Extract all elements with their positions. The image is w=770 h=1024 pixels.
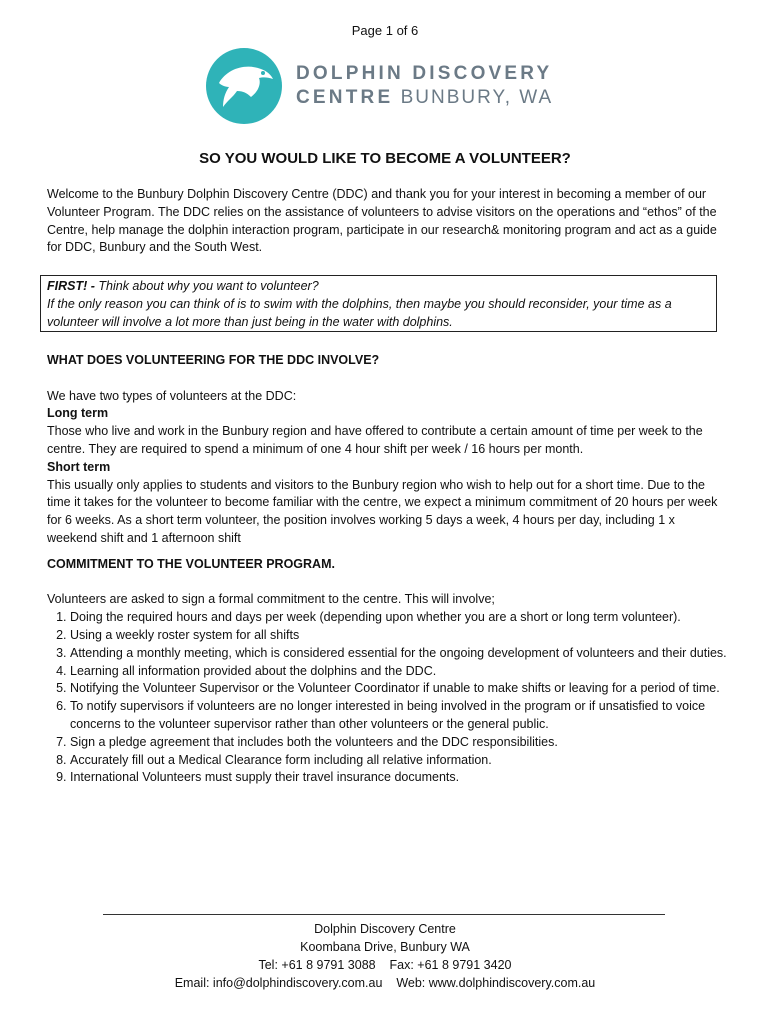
commitment-list (47, 609, 727, 787)
intro-text: Welcome to the Bunbury Dolphin Discovery Centre (DDC) and thank you for your interest in becoming a member of our Volunteer Program. The DDC relies on the assistance of volunteers to advise visitors on the operations and “ethos” of the Centre, help manage the dolphin interaction program, participate in our research& monitoring program and act as a guide for DDC, Bunbury and the South West. (47, 187, 717, 255)
page-title: SO YOU WOULD LIKE TO BECOME A VOLUNTEER? (199, 150, 571, 167)
short-term-label: Short term (47, 459, 111, 474)
long-term-label: Long term (47, 406, 109, 421)
footer-web[interactable]: Web: www.dolphindiscovery.com.au (396, 976, 596, 990)
list-item: 3. Attending a monthly meeting, which is considered essential for the ongoing development of volunteers and their duties. (70, 645, 727, 663)
list-item: 2. Using a weekly roster system for all shifts (70, 627, 727, 645)
footer-address: Koombana Drive, Bunbury WA (300, 940, 470, 954)
footer-org-name: Dolphin Discovery Centre (314, 922, 456, 936)
footer-divider (103, 914, 665, 915)
logo-line1: DOLPHIN DISCOVERY (296, 63, 553, 84)
logo-line2-bold: CENTRE (296, 87, 394, 108)
ddc-logo (205, 47, 565, 127)
dolphin-logo-icon (205, 47, 283, 125)
volunteering-section (47, 352, 727, 787)
list-item: 9. International Volunteers must supply their travel insurance documents. (70, 769, 727, 787)
list-item: 4. Learning all information provided about the dolphins and the DDC. (70, 663, 727, 681)
first-notice-box (40, 275, 717, 332)
footer-phone-line (0, 956, 770, 974)
page-number: Page 1 of 6 (351, 23, 419, 38)
intro-paragraph (47, 186, 727, 257)
list-item: 7. Sign a pledge agreement that includes both the volunteers and the DDC responsibilities. (70, 734, 727, 752)
short-term-text: This usually only applies to students and visitors to the Bunbury region who wish to help out for a short time. Due to the time it takes for the volunteer to become familiar with the centre, we expect a minimum commitment of 20 hours per week for 6 weeks. As a short term volunteer, the position involves working 5 days a week, 4 hours per day, including 1 x weekend shift and 1 afternoon shift (47, 477, 718, 545)
logo-line2-rest: BUNBURY, WA (400, 87, 554, 108)
first-notice-line1 (47, 278, 710, 296)
list-item: 5. Notifying the Volunteer Supervisor or the Volunteer Coordinator if unable to make shifts or leaving for a period of time. (70, 680, 727, 698)
section2-heading: COMMITMENT TO THE VOLUNTEER PROGRAM. (47, 556, 335, 571)
first-label: FIRST! - (47, 279, 95, 293)
footer-tel: Tel: +61 8 9791 3088 (258, 958, 376, 972)
commitment-intro: Volunteers are asked to sign a formal commitment to the centre. This will involve; (47, 592, 495, 607)
list-item: 8. Accurately fill out a Medical Clearance form including all relative information. (70, 752, 727, 770)
first-notice-line2: If the only reason you can think of is to swim with the dolphins, then maybe you should reconsider, your time as a volunteer will involve a lot more than just being in the water with dolphins. (47, 296, 672, 329)
footer (0, 920, 770, 992)
footer-web-line (0, 974, 770, 992)
first-line1-text: Think about why you want to volunteer? (94, 279, 319, 293)
long-term-text: Those who live and work in the Bunbury region and have offered to contribute a certain amount of time per week to the centre. They are required to spend a minimum of one 4 hour shift per week / 16 hours per month. (47, 424, 703, 456)
footer-fax: Fax: +61 8 9791 3420 (389, 958, 512, 972)
section1-heading: WHAT DOES VOLUNTEERING FOR THE DDC INVOLVE? (47, 353, 380, 367)
list-item: 1. Doing the required hours and days per week (depending upon whether you are a short or long term volunteer). (70, 609, 727, 627)
footer-email[interactable]: Email: info@dolphindiscovery.com.au (174, 976, 383, 990)
list-item: 6. To notify supervisors if volunteers are no longer interested in being involved in the program or if unsatisfied to voice concerns to the volunteer supervisor rather than other volunteers or the general public. (70, 698, 727, 734)
logo-line2 (296, 87, 553, 109)
types-intro: We have two types of volunteers at the DDC: (47, 388, 297, 403)
